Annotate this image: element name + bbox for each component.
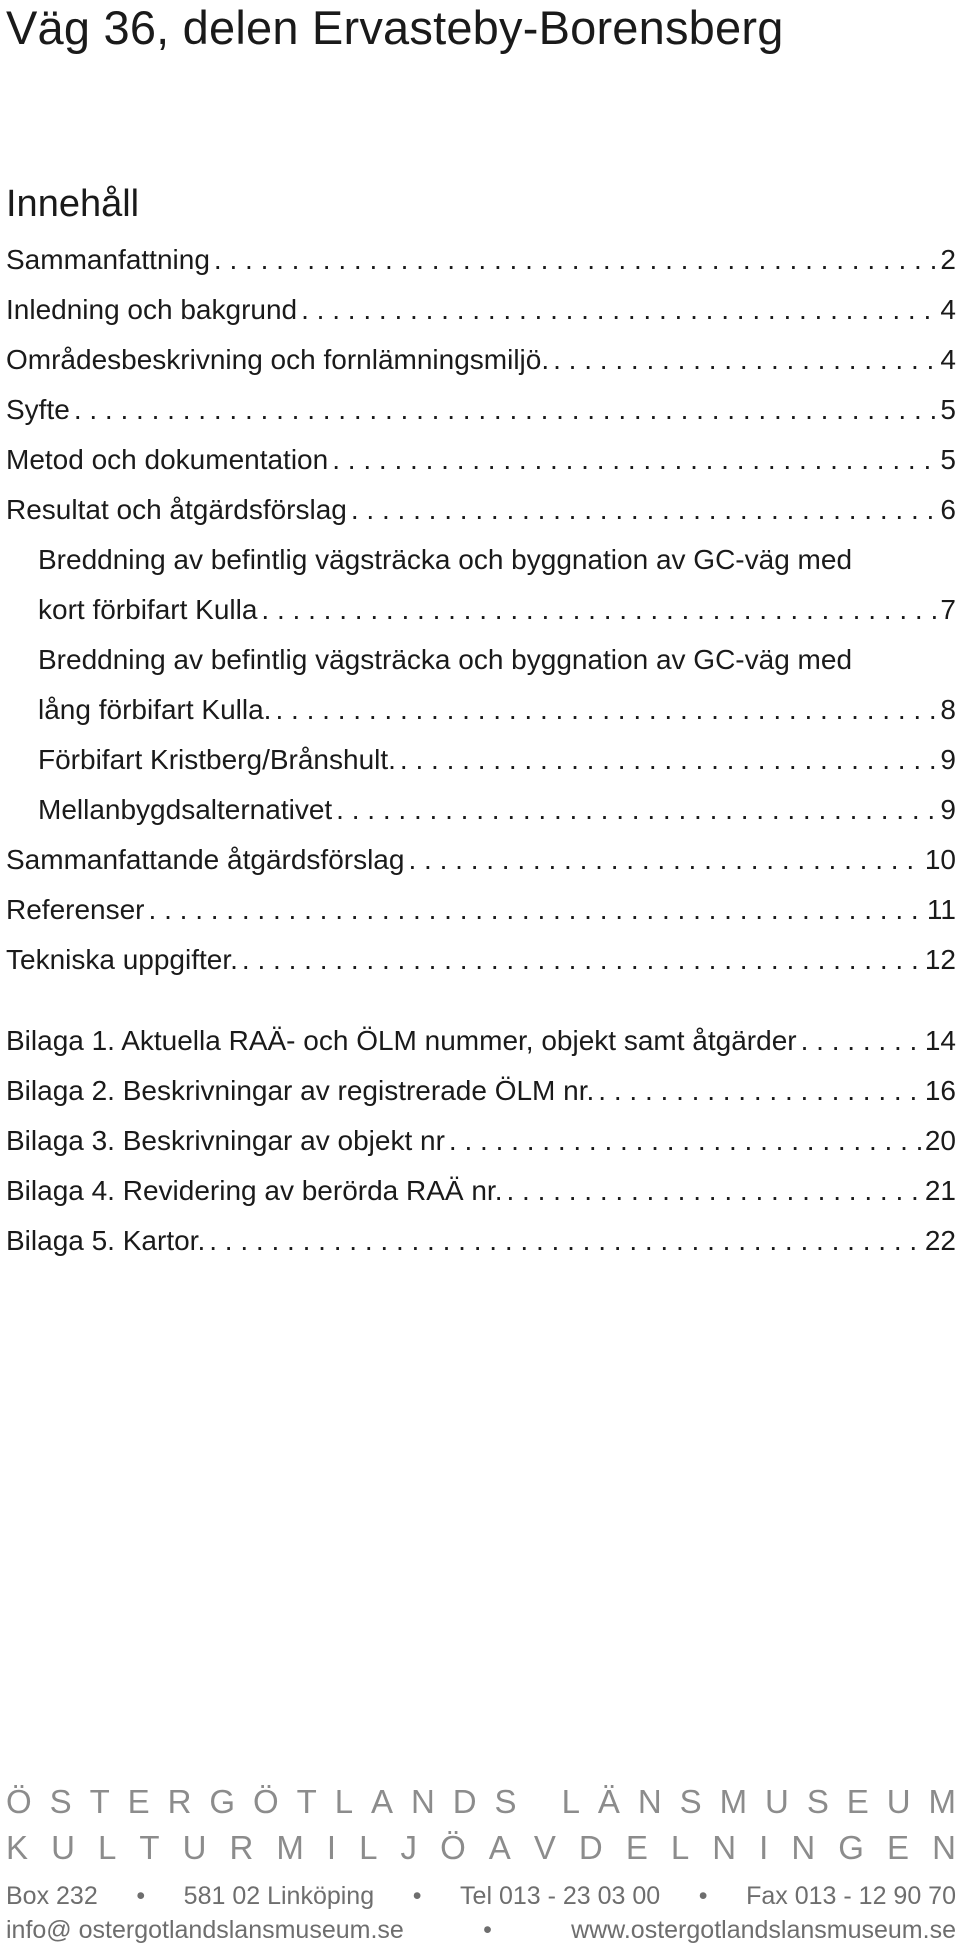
toc-entry-metod[interactable]: Metod och dokumentation . . . 5	[6, 435, 956, 485]
website-url[interactable]: www.ostergotlandslansmuseum.se	[571, 1916, 956, 1944]
toc-entry-inledning[interactable]: Inledning och bakgrund . . . 4	[6, 285, 956, 335]
toc-entry-omradesbeskrivning[interactable]: Områdesbeskrivning och fornlämningsmiljö. . . . 4	[6, 335, 956, 385]
toc-appendix-5[interactable]: Bilaga 5. Kartor. . . . 22	[6, 1216, 956, 1266]
toc-appendix-2[interactable]: Bilaga 2. Beskrivningar av registrerade ÖLM nr. . . . 16	[6, 1066, 956, 1116]
toc-page-number: 11	[926, 894, 956, 925]
toc-appendix-3[interactable]: Bilaga 3. Beskrivningar av objekt nr . . . 20	[6, 1116, 956, 1166]
toc-appendix-1[interactable]: Bilaga 1. Aktuella RAÄ- och ÖLM nummer, objekt samt åtgärder . . . 14	[6, 1016, 956, 1066]
email-address[interactable]: info@ ostergotlandslansmuseum.se	[6, 1916, 404, 1944]
toc-entry-referenser[interactable]: Referenser . . . 11	[6, 885, 956, 935]
toc-page-number: 10	[924, 844, 956, 875]
toc-entry-kristberg[interactable]: Förbifart Kristberg/Brånshult. . . . 9	[6, 735, 956, 785]
museum-department: K U L T U R M I L J Ö A V D E L N I N G E N	[6, 1829, 956, 1866]
phone-number: Tel 013 - 23 03 00	[460, 1882, 661, 1910]
toc-page-number: 5	[940, 444, 956, 475]
toc-page-number: 21	[924, 1175, 956, 1206]
toc-entry-syfte[interactable]: Syfte . . . 5	[6, 385, 956, 435]
contact-address-line	[6, 1880, 956, 1912]
toc-entry-resultat[interactable]: Resultat och åtgärdsförslag . . . 6	[6, 485, 956, 535]
toc-entry-lang-forbifart-line1[interactable]: Breddning av befintlig vägsträcka och byggnation av GC-väg med	[38, 644, 853, 675]
table-of-contents	[6, 235, 956, 1266]
toc-page-number: 5	[940, 394, 956, 425]
contact-web-line	[6, 1914, 956, 1946]
toc-page-number: 20	[924, 1125, 956, 1156]
toc-page-number: 4	[940, 294, 956, 325]
toc-page-number: 2	[940, 244, 956, 275]
toc-page-number: 8	[940, 694, 956, 725]
toc-page-number: 9	[940, 744, 956, 775]
toc-page-number: 4	[940, 344, 956, 375]
toc-entry-lang-forbifart[interactable]: lång förbifart Kulla. . . . 8	[6, 685, 956, 735]
toc-appendix-4[interactable]: Bilaga 4. Revidering av berörda RAÄ nr. . . . 21	[6, 1166, 956, 1216]
toc-page-number: 12	[924, 944, 956, 975]
address-box: Box 232	[6, 1882, 98, 1910]
toc-entry-sammanfattande[interactable]: Sammanfattande åtgärdsförslag . . . 10	[6, 835, 956, 885]
toc-page-number: 9	[940, 794, 956, 825]
separator-bullet: •	[698, 1882, 708, 1910]
toc-entry-kort-forbifart-line1[interactable]: Breddning av befintlig vägsträcka och byggnation av GC-väg med	[38, 544, 853, 575]
toc-entry-tekniska[interactable]: Tekniska uppgifter. . . . 12	[6, 935, 956, 985]
toc-entry-mellanbygd[interactable]: Mellanbygdsalternativet . . . 9	[6, 785, 956, 835]
toc-page-number: 6	[940, 494, 956, 525]
toc-entry-kort-forbifart[interactable]: kort förbifart Kulla . . . 7	[6, 585, 956, 635]
separator-bullet: •	[412, 1882, 422, 1910]
museum-name: Ö S T E R G Ö T L A N D S L Ä N S M U S E U M	[6, 1783, 956, 1820]
fax-number: Fax 013 - 12 90 70	[746, 1882, 956, 1910]
separator-bullet: •	[136, 1882, 146, 1910]
toc-entry-sammanfattning[interactable]: Sammanfattning . . . 2	[6, 235, 956, 285]
toc-page-number: 14	[924, 1025, 956, 1056]
toc-heading: Innehåll	[6, 183, 140, 225]
toc-page-number: 7	[940, 594, 956, 625]
page-title: Väg 36, delen Ervasteby-Borensberg	[6, 1, 784, 54]
separator-bullet: •	[483, 1916, 492, 1944]
address-city: 581 02 Linköping	[183, 1882, 375, 1910]
toc-page-number: 22	[924, 1225, 956, 1256]
toc-page-number: 16	[924, 1075, 956, 1106]
